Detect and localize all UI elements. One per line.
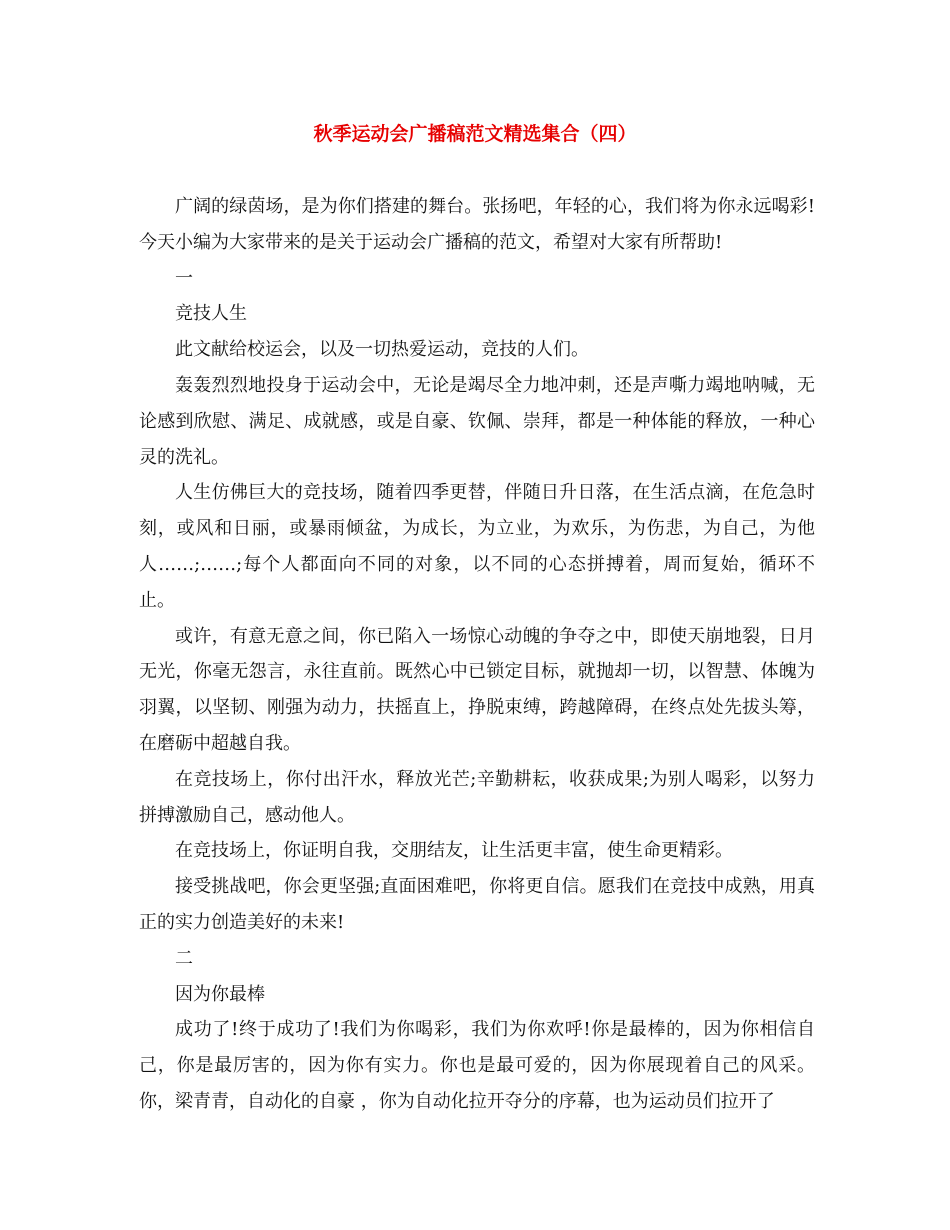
- page-title: 秋季运动会广播稿范文精选集合（四）: [313, 123, 637, 145]
- section-heading: 竞技人生: [175, 303, 247, 325]
- section-number: 二: [175, 947, 193, 969]
- section-number: 一: [175, 267, 193, 289]
- paragraph: 此文献给校运会，以及一切热爱运动，竞技的人们。: [175, 339, 589, 361]
- paragraph: 在竞技场上，你证明自我，交朋结友，让生活更丰富，使生命更精彩。: [175, 840, 733, 862]
- paragraph: 接受挑战吧，你会更坚强;直面困难吧，你将更自信。愿我们在竞技中成熟，用真正的实力创造美好的未来!: [139, 876, 815, 933]
- paragraph: 轰轰烈烈地投身于运动会中，无论是竭尽全力地冲刺，还是声嘶力竭地呐喊，无论感到欣慰、满足、成就感，或是自豪、钦佩、崇拜，都是一种体能的释放，一种心灵的洗礼。: [139, 374, 815, 468]
- section-heading: 因为你最棒: [175, 983, 265, 1005]
- paragraph: 广阔的绿茵场，是为你们搭建的舞台。张扬吧，年轻的心，我们将为你永远喝彩!今天小编为大家带来的是关于运动会广播稿的范文，希望对大家有所帮助!: [139, 196, 815, 253]
- document-body: [139, 189, 815, 1120]
- paragraph: 人生仿佛巨大的竞技场，随着四季更替，伴随日升日落，在生活点滴，在危急时刻，或风和日丽，或暴雨倾盆，为成长，为立业，为欢乐，为伤悲，为自己，为他人……;……;每个人都面向不同的对象，以不同的心态拼搏着，周而复始，循环不止。: [139, 482, 815, 611]
- paragraph: 在竞技场上，你付出汗水，释放光芒;辛勤耕耘，收获成果;为别人喝彩，以努力拼搏激励自己，感动他人。: [139, 768, 815, 826]
- paragraph: 成功了!终于成功了!我们为你喝彩，我们为你欢呼!你是最棒的，因为你相信自己，你是最厉害的，因为你有实力。你也是最可爱的，因为你展现着自己的风采。你，梁青青，自动化的自豪 ，你为自动化拉开夺分的序幕，也为运动员们拉开了: [139, 1019, 815, 1112]
- paragraph: 或许，有意无意之间，你已陷入一场惊心动魄的争夺之中，即使天崩地裂，日月无光，你毫无怨言，永往直前。既然心中已锁定目标，就抛却一切，以智慧、体魄为羽翼，以坚韧、刚强为动力，扶摇直上，挣脱束缚，跨越障碍，在终点处先拔头筹，在磨砺中超越自我。: [139, 625, 815, 754]
